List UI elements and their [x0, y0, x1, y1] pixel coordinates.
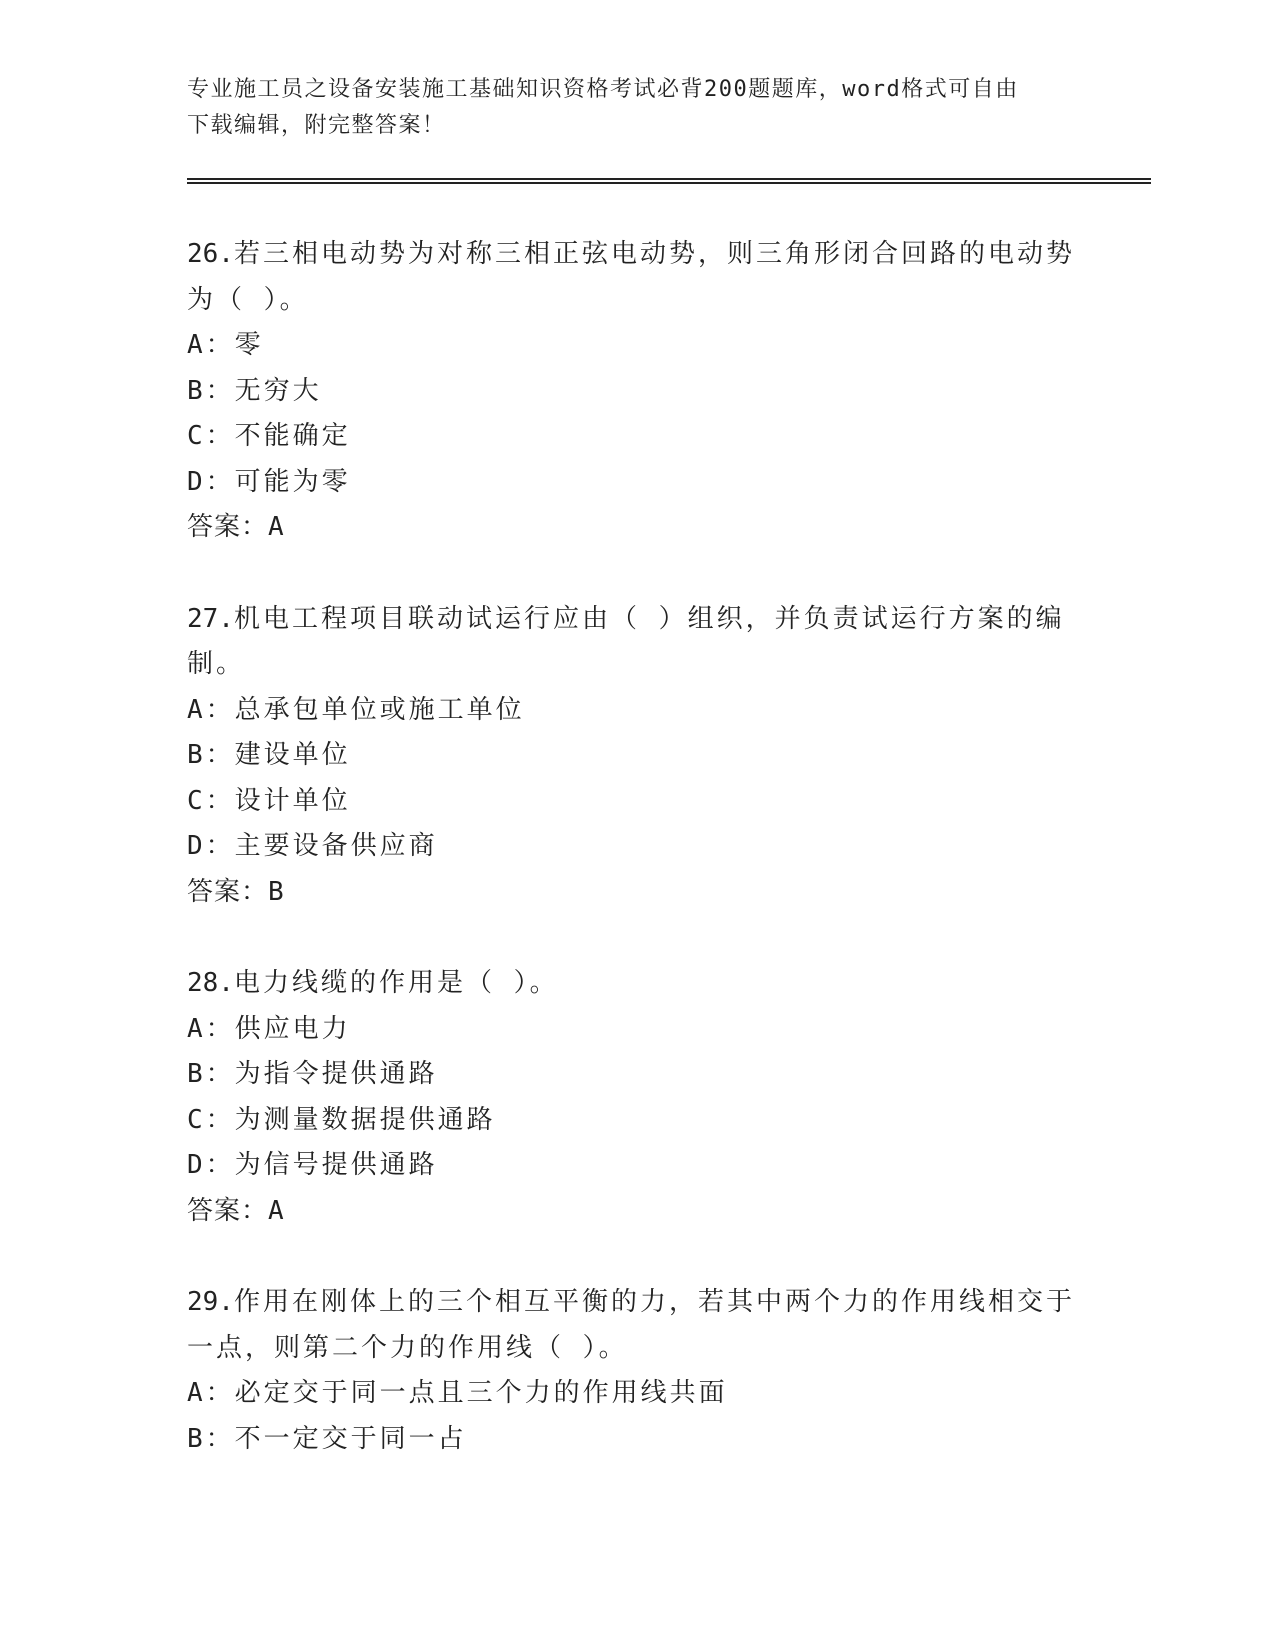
option-c: C：为测量数据提供通路	[187, 1104, 496, 1135]
option-a: A：供应电力	[187, 1013, 351, 1044]
header-line-2: 下载编辑，附完整答案！	[187, 113, 446, 138]
question-stem	[187, 597, 1087, 643]
option-d: D：为信号提供通路	[187, 1150, 438, 1180]
question-28	[187, 961, 1087, 1234]
header-line-1: 专业施工员之设备安装施工基础知识资格考试必背200题题库，word格式可自由	[187, 77, 1019, 102]
option-d: D：可能为零	[187, 466, 351, 497]
answer-value: A	[268, 512, 285, 542]
answer	[187, 1189, 1087, 1235]
option-b: B：无穷大	[187, 375, 322, 406]
question-stem	[187, 232, 1087, 278]
question-27	[187, 597, 1087, 916]
option-a: A：总承包单位或施工单位	[187, 694, 525, 725]
question-stem-line-1: 作用在刚体上的三个相互平衡的力，若其中两个力的作用线相交于	[233, 1287, 1075, 1317]
header-divider	[187, 178, 1151, 184]
answer-label: 答案：	[187, 876, 269, 907]
option-c: C：设计单位	[187, 785, 351, 816]
option-c: C：不能确定	[187, 421, 351, 451]
question-stem-line-2: 制。	[187, 649, 246, 679]
question-stem	[187, 961, 1087, 1007]
question-number: 28.	[187, 968, 234, 998]
question-stem-line-2: 一点，则第二个力的作用线（ ）。	[187, 1332, 628, 1363]
question-stem	[187, 1280, 1087, 1326]
question-29	[187, 1280, 1087, 1462]
option-b: B：为指令提供通路	[187, 1059, 438, 1089]
option-b: B：不一定交于同一占	[187, 1423, 467, 1454]
question-stem-line-1: 电力线缆的作用是（ ）。	[233, 968, 559, 998]
question-list	[187, 232, 1087, 1508]
answer-value: A	[268, 1195, 285, 1226]
option-a: A：必定交于同一点且三个力的作用线共面	[187, 1378, 728, 1408]
answer	[187, 505, 1087, 551]
question-26	[187, 232, 1087, 551]
answer-value: B	[268, 876, 285, 907]
option-b: B：建设单位	[187, 740, 351, 770]
answer-label: 答案：	[187, 1195, 269, 1226]
question-number: 26.	[187, 239, 234, 269]
answer	[187, 870, 1087, 916]
option-d: D：主要设备供应商	[187, 831, 438, 861]
question-stem-line-1: 机电工程项目联动试运行应由（ ）组织，并负责试运行方案的编	[233, 603, 1065, 634]
question-number: 27.	[187, 603, 234, 634]
question-number: 29.	[187, 1287, 234, 1317]
question-stem-line-2: 为（ ）。	[187, 284, 309, 315]
document-header	[187, 72, 1067, 144]
option-a: A：零	[187, 330, 264, 360]
question-stem-line-1: 若三相电动势为对称三相正弦电动势，则三角形闭合回路的电动势	[233, 239, 1075, 269]
answer-label: 答案：	[187, 512, 269, 542]
